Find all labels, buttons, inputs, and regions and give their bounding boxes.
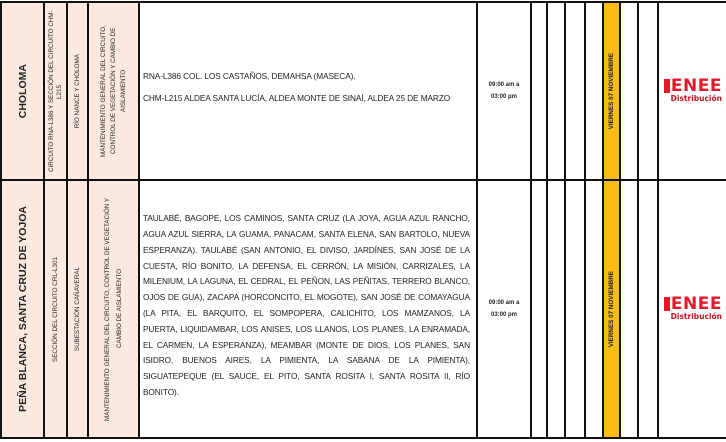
time-cell bbox=[477, 180, 531, 438]
enee-logo: ENEE Distribución bbox=[659, 297, 726, 321]
day-label: VIERNES 07 NOVIEMBRE bbox=[608, 270, 615, 348]
table-row bbox=[1, 180, 726, 438]
outage-schedule-table bbox=[0, 1, 726, 439]
empty-cell bbox=[531, 2, 547, 180]
work-description: MANTENIMIENTO GENERAL DEL CIRCUITO, CONTROL DE VEGETACIÓN Y CAMBIO DE AISLAMIENTO bbox=[103, 197, 123, 421]
work-cell bbox=[88, 2, 139, 180]
time-start: 09:00 am a bbox=[488, 300, 520, 306]
empty-cell bbox=[565, 180, 585, 438]
circuit-cell bbox=[44, 2, 67, 180]
municipality: CHOLOMA bbox=[16, 63, 29, 119]
area-text: TAULABÉ, BAGOPE, LOS CAMINOS, SANTA CRUZ (LA JOYA, AGUA AZUL RANCHO, AGUA AZUL SIERRA, LA GUAMA, PANACAM, SANTA ELENA, SAN BARTOLO, NUEVA ESPERANZA). TAULABÉ (SAN ANTONIO, EL DIVISO, JARDÍNES, SAN JOSÉ DE LA CUESTA, RÍO BONITO, LA DEFENSA, EL CERRÓN, LA MISIÓN, CARRIZALES, LA MILENIUM, LA LAGUNA, EL CEDRAL, EL PEÑON, LAS PEÑITAS, TERRERO BLANCO, OJOS DE GUA), ZACAPA (HORCONCITO, EL MOGOTE), SAN JOSÉ DE COMAYAGUA (LA PITA, EL BARQUITO, EL SOMPOPERA, CALICHITO, LOS MAMZANOS, LA PUERTA, LIQUIDAMBAR, LOS ANISES, LOS LLANOS, LOS PLANES, LA ENRAMADA, EL CARMEN, LA ESPERANZA), MEAMBAR (MONTE DE DIOS, LOS PLANES, SAN ISIDRO, BUENOS AIRES, LA PIMIENTA, LA SABANA DE LA PIMIENTA), SIGUATEPEQUE (EL SAUCE, EL PITO, SANTA ROSITA I, SANTA ROSITA II, RÍO BONITO). bbox=[143, 213, 470, 397]
empty-cell bbox=[547, 2, 565, 180]
empty-cell bbox=[620, 2, 638, 180]
time-cell bbox=[477, 2, 531, 180]
logo-cell bbox=[658, 2, 726, 180]
time-start: 09:00 am a bbox=[488, 82, 520, 88]
work-cell bbox=[88, 180, 139, 438]
empty-cell bbox=[531, 180, 547, 438]
circuit: SECCIÓN DEL CIRCUITO CRL-L301 bbox=[51, 256, 59, 362]
day-cell bbox=[603, 2, 620, 180]
logo-cell bbox=[658, 180, 726, 438]
day-label: VIERNES 07 NOVIEMBRE bbox=[608, 52, 615, 130]
empty-cell bbox=[620, 180, 638, 438]
empty-cell bbox=[638, 180, 658, 438]
circuit: CIRCUITO RNA-L386 Y SECCIÓN DEL CIRCUITO CHM-L215 bbox=[47, 10, 63, 172]
areas-cell bbox=[139, 2, 477, 180]
substation: RÍO NANCE Y CHOLOMA bbox=[73, 53, 81, 129]
municipality-cell bbox=[1, 2, 44, 180]
municipality: PEÑA BLANCA, SANTA CRUZ DE YOJOA bbox=[16, 206, 29, 412]
municipality-cell bbox=[1, 180, 44, 438]
enee-logo: ENEE Distribución bbox=[659, 79, 726, 103]
time-end: 03:00 pm bbox=[490, 312, 517, 318]
circuit-cell bbox=[44, 180, 67, 438]
area-text: RNA-L386 COL. LOS CASTAÑOS, DEMAHSA (MASECA). bbox=[143, 71, 356, 82]
substation-cell bbox=[67, 2, 88, 180]
empty-cell bbox=[585, 2, 603, 180]
areas-cell bbox=[139, 180, 477, 438]
empty-cell bbox=[585, 180, 603, 438]
empty-cell bbox=[547, 180, 565, 438]
work-description: MANTENIMIENTO GENERAL DEL CIRCUITO, CONTROL DE VEGETACIÓN Y CAMBIO DE AISLAMIENTO bbox=[99, 25, 127, 157]
empty-cell bbox=[638, 2, 658, 180]
day-cell bbox=[603, 180, 620, 438]
substation-cell bbox=[67, 180, 88, 438]
table-row bbox=[1, 2, 726, 180]
empty-cell bbox=[565, 2, 585, 180]
area-text: CHM-L215 ALDEA SANTA LUCÍA, ALDEA MONTE DE SINAÍ, ALDEA 25 DE MARZO bbox=[143, 93, 451, 103]
substation: SUBESTACIÓN CAÑAVERAL bbox=[73, 266, 81, 352]
time-end: 03:00 pm bbox=[490, 94, 517, 100]
